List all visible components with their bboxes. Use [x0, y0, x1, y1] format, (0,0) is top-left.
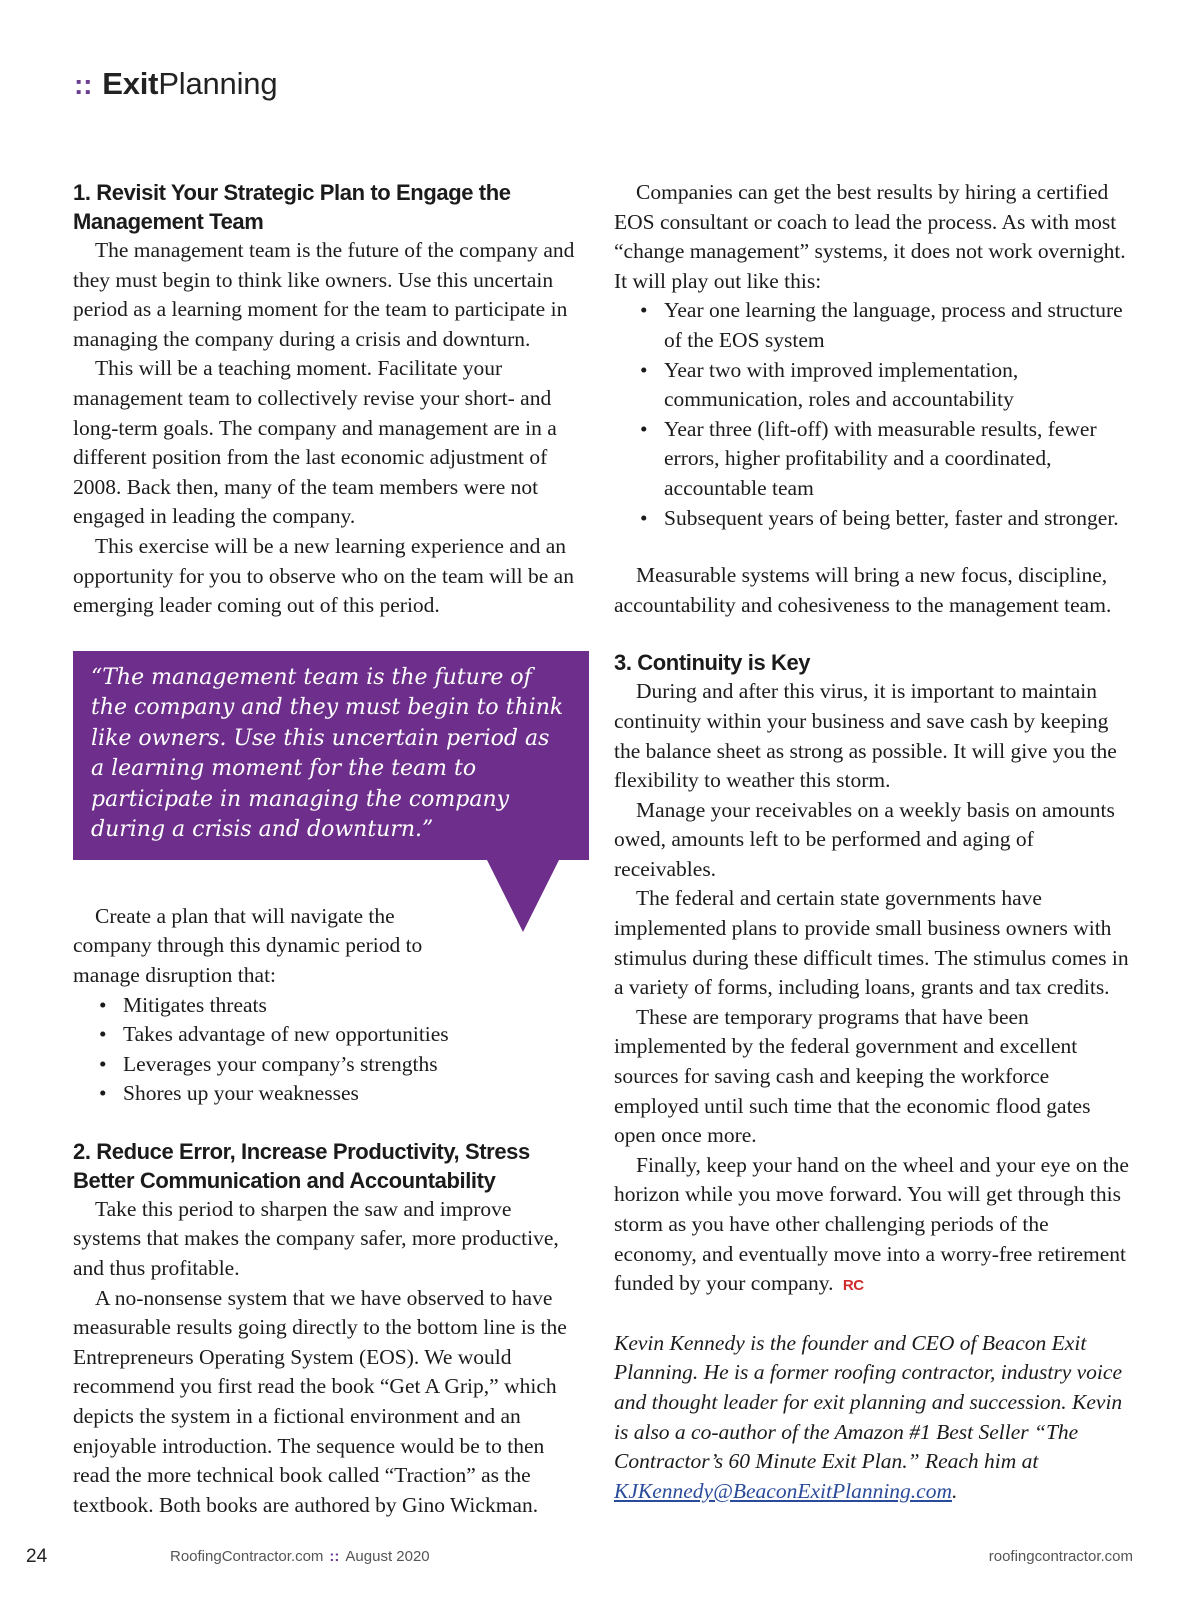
- list-item: • Leverages your company’s strengths: [99, 1050, 583, 1080]
- header-title-rest: Planning: [158, 66, 278, 101]
- section-3-paragraph-3: The federal and certain state governments have implemented plans to provide small business owners with stimulus during these difficult times. The stimulus comes in a variety of forms, including loans, grants and tax credits.: [614, 886, 1129, 1000]
- footer-publication: [170, 1548, 430, 1565]
- eos-paragraph-2: Measurable systems will bring a new focus, discipline, accountability and cohesiveness to the management team.: [614, 563, 1112, 617]
- eos-paragraph-1: Companies can get the best results by hiring a certified EOS consultant or coach to lead the process. As with most “change management” systems, it does not work overnight. It will play out like this:: [614, 180, 1126, 293]
- footer-right-site: roofingcontractor.com: [988, 1548, 1133, 1565]
- section-3-paragraph-1: During and after this virus, it is important to maintain continuity within your business and save cash by keeping the balance sheet as strong as possible. It will give you the flexibility to weather this storm.: [614, 679, 1117, 793]
- list-item: • Mitigates threats: [99, 991, 583, 1021]
- eos-list: [614, 296, 1129, 533]
- author-email-link[interactable]: KJKennedy@BeaconExitPlanning.com: [614, 1478, 952, 1503]
- header-title-bold: Exit: [102, 66, 159, 101]
- section-header: [74, 66, 277, 102]
- list-item: • Subsequent years of being better, faster and stronger.: [640, 504, 1129, 534]
- plan-intro: Create a plan that will navigate the company through this dynamic period to manage disruption that:: [73, 903, 423, 987]
- footer-separator: ::: [329, 1548, 340, 1565]
- left-column: [73, 178, 583, 1520]
- section-2-paragraph-2: A no-nonsense system that we have observed to have measurable results going directly to the bottom line is the Entrepreneurs Operating System (EOS). We would recommend you first read the book “Get A Grip,” which depicts the system in a fictional environment and an enjoyable introduction. The sequence would be to then read the more technical book called “Traction” as the textbook. Both books are authored by Gino Wickman.: [73, 1285, 567, 1517]
- author-bio-text: Kevin Kennedy is the founder and CEO of Beacon Exit Planning. He is a former roofing contractor, industry voice and thought leader for exit planning and succession. Kevin is also a co-author of the Amazon #1 Best Seller “The Contractor’s 60 Minute Exit Plan.” Reach him at: [614, 1330, 1123, 1474]
- pull-quote-tail: [487, 860, 559, 932]
- section-3-paragraph-4: These are temporary programs that have been implemented by the federal government and excellent sources for saving cash and keeping the workforce employed until such time that the economic flood gates open once more.: [614, 1004, 1091, 1148]
- section-1-paragraph-1: The management team is the future of the company and they must begin to think like owners. Use this uncertain period as a learning moment for the team to participate in managing the company during a crisis and downturn.: [73, 238, 575, 351]
- header-dots-icon: ::: [74, 69, 93, 100]
- section-2-paragraph-1: Take this period to sharpen the saw and improve systems that makes the company safer, more productive, and thus profitable.: [73, 1196, 559, 1281]
- section-3-paragraph-5-text: Finally, keep your hand on the wheel and your eye on the horizon while you move forward. You will get through this storm as you have other challenging periods of the economy, and eventually move into a worry-free retirement funded by your company.: [614, 1152, 1129, 1296]
- section-1-paragraph-2: This will be a teaching moment. Facilitate your management team to collectively revise your short- and long-term goals. The company and management are in a different position from the last economic adjustment of 2008. Back then, many of the team members were not engaged in leading the company.: [73, 356, 557, 529]
- list-item: • Shores up your weaknesses: [99, 1079, 583, 1109]
- section-3-heading: 3. Continuity is Key: [614, 650, 811, 676]
- section-1-heading: 1. Revisit Your Strategic Plan to Engage the Management Team: [73, 180, 511, 234]
- author-bio: [614, 1329, 1129, 1507]
- list-item: • Year two with improved implementation, communication, roles and accountability: [640, 356, 1129, 415]
- footer-site: RoofingContractor.com: [170, 1548, 324, 1565]
- rc-logo-icon: RC: [842, 1277, 864, 1295]
- pull-quote: [73, 651, 589, 860]
- list-item: • Year three (lift-off) with measurable results, fewer errors, higher profitability and a coordinated, accountable team: [640, 415, 1129, 504]
- section-3-paragraph-5: [614, 1151, 1129, 1301]
- section-1-paragraph-3: This exercise will be a new learning experience and an opportunity for you to observe who on the team will be an emerging leader coming out of this period.: [73, 533, 574, 618]
- list-item: • Year one learning the language, process and structure of the EOS system: [640, 296, 1129, 355]
- right-column: [614, 178, 1129, 1506]
- list-item: • Takes advantage of new opportunities: [99, 1020, 583, 1050]
- pull-quote-text: “The management team is the future of the company and they must begin to think like owners. Use this uncertain period as a learning moment for the team to participate in managing the company during a crisis and downturn.”: [91, 664, 564, 843]
- footer-date: August 2020: [345, 1548, 430, 1565]
- plan-list: [73, 991, 583, 1109]
- section-3-paragraph-2: Manage your receivables on a weekly basis on amounts owed, amounts left to be performed and aging of receivables.: [614, 797, 1115, 881]
- section-2-heading: 2. Reduce Error, Increase Productivity, Stress Better Communication and Accountability: [73, 1138, 530, 1193]
- page-number: 24: [26, 1546, 48, 1567]
- author-bio-end: .: [952, 1478, 958, 1503]
